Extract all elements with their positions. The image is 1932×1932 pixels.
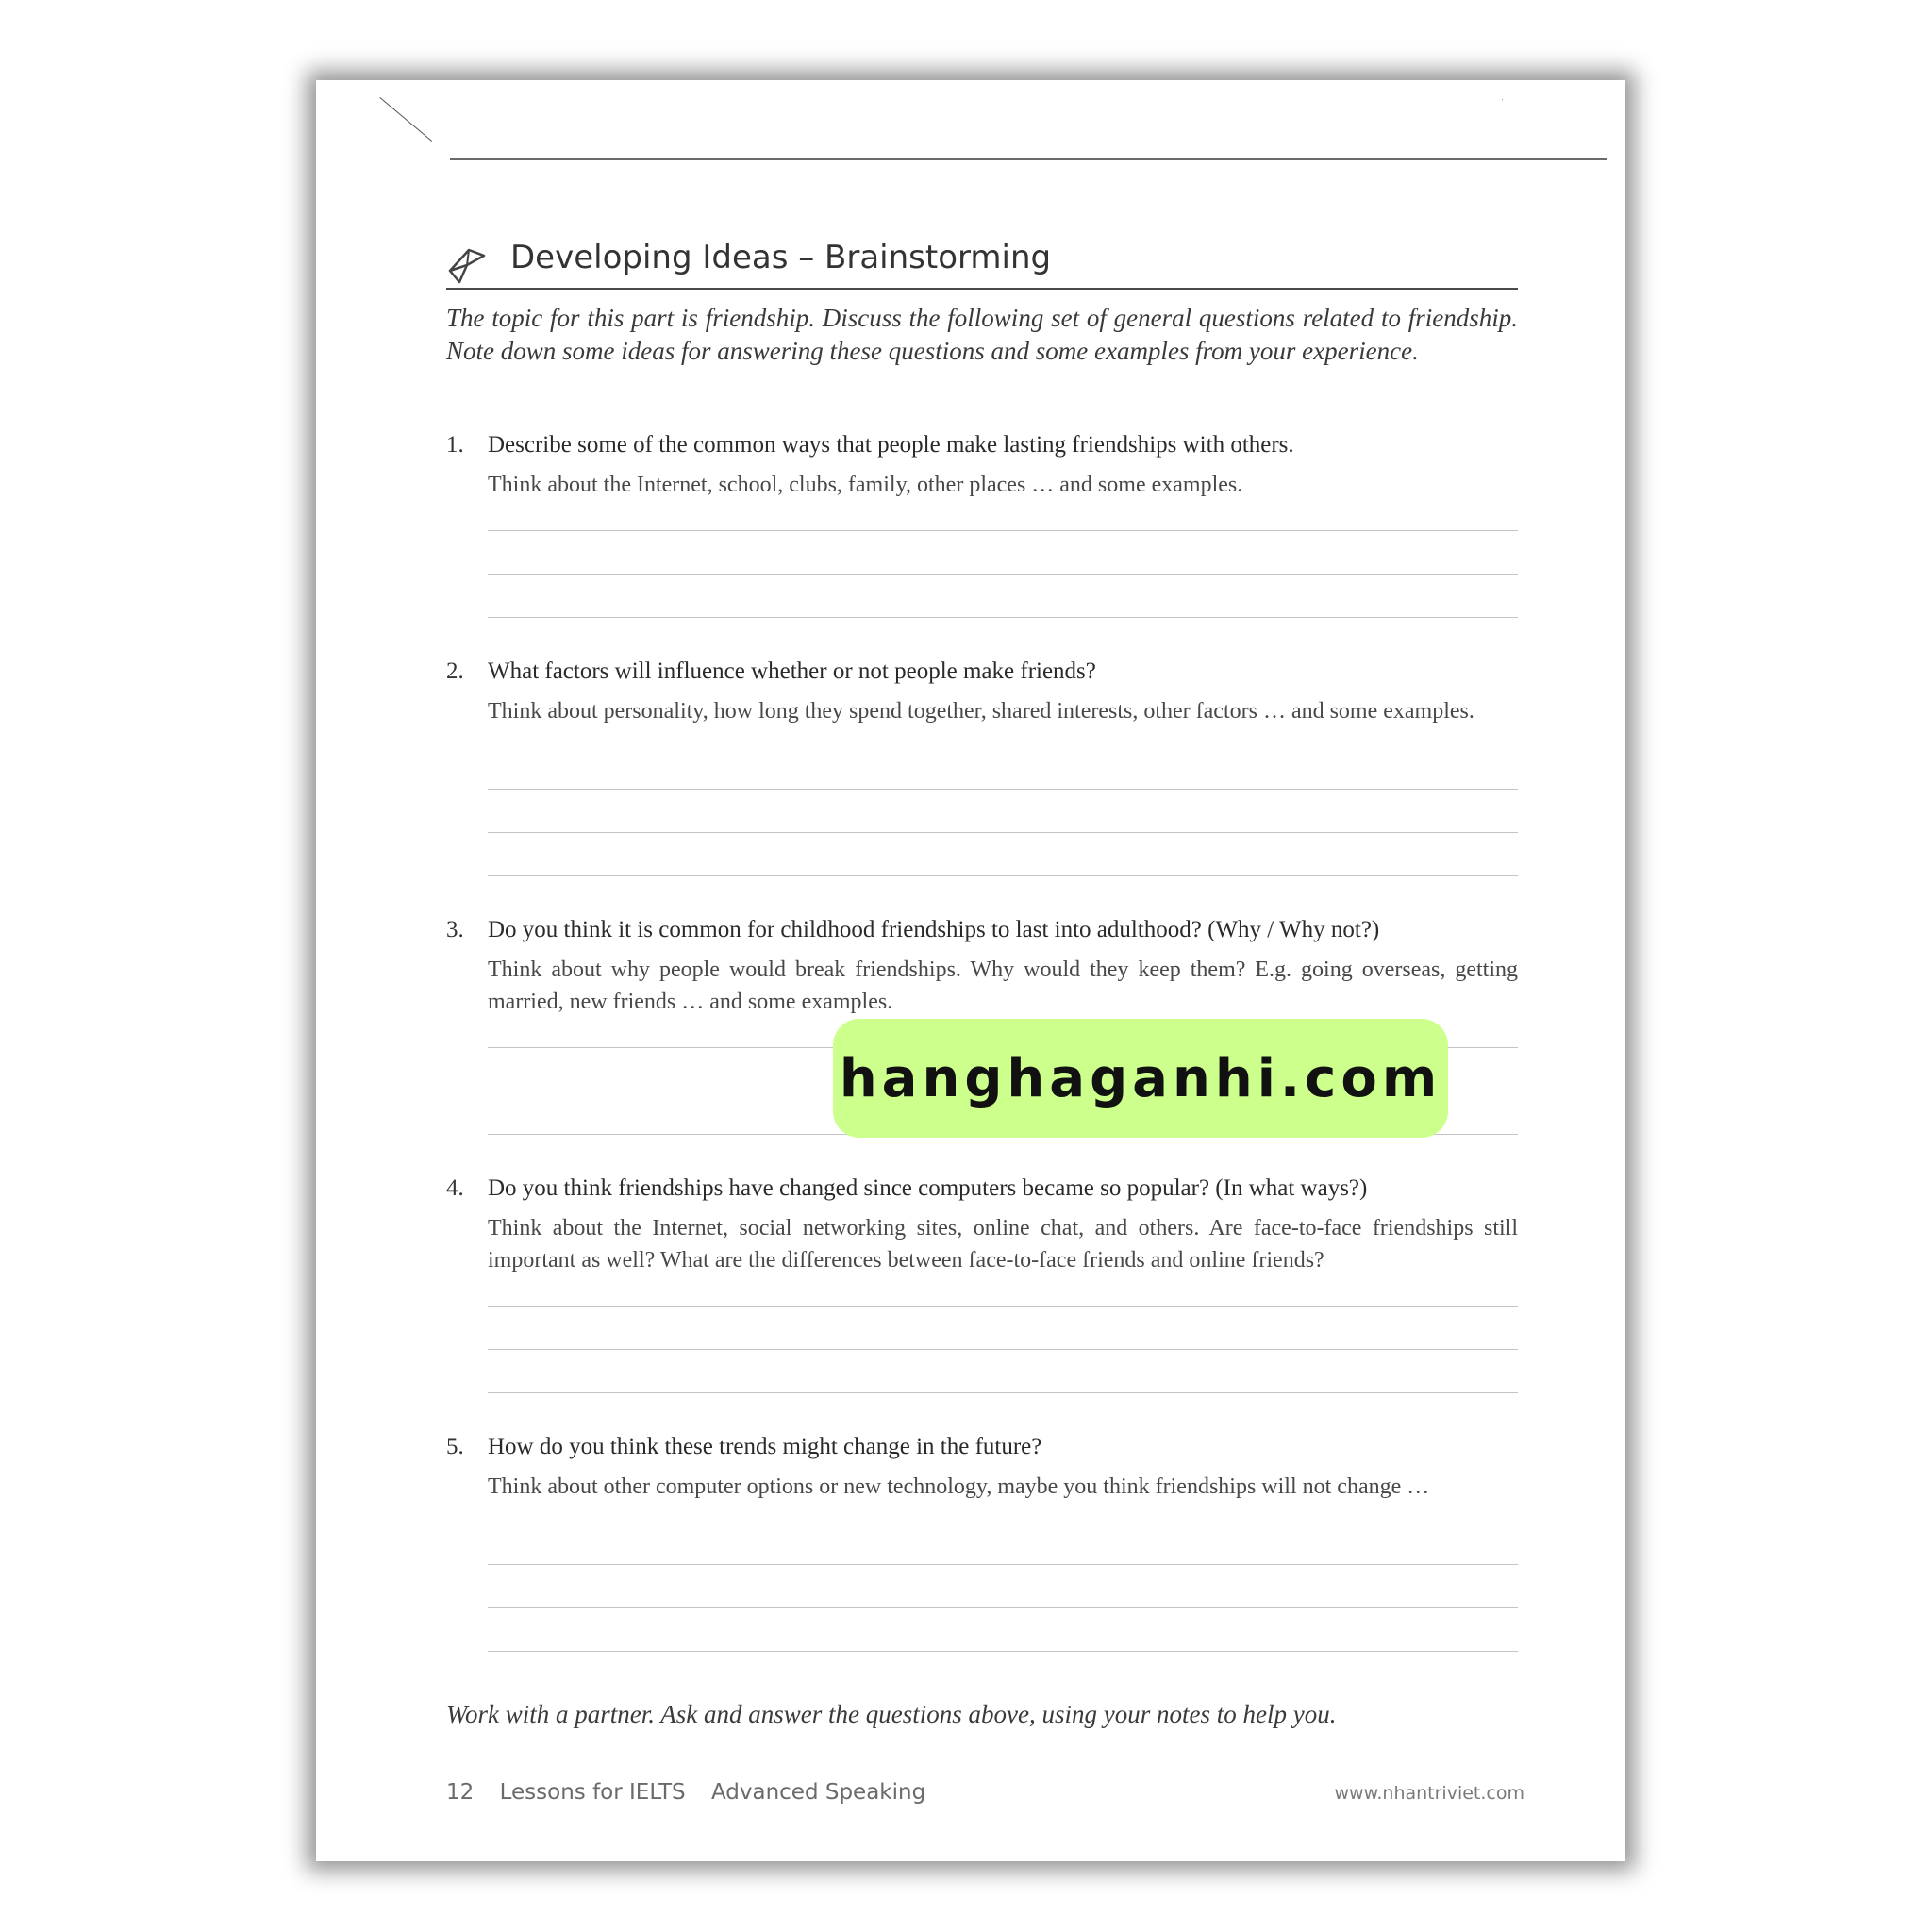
section-heading (446, 239, 1518, 290)
question-hint: Think about the Internet, social networking sites, online chat, and others. Are face-to-face friendships still important as well? What are the differences between face-to-face friends and online friends? (488, 1216, 1518, 1273)
intro-instructions: The topic for this part is friendship. Discuss the following set of general questions related to friendship. Note down some ideas for answering these questions and some examples from your experience. (446, 304, 1518, 365)
watermark-badge: hanghaganhi.com (833, 1019, 1448, 1138)
question-text: Do you think friendships have changed since computers became so popular? (In what ways?) (488, 1175, 1368, 1201)
pen-nib-icon (446, 242, 490, 286)
corner-fold-line (379, 97, 432, 142)
section-title: Developing Ideas – Brainstorming (510, 239, 1052, 276)
publisher-website: www.nhantriviet.com (1334, 1783, 1524, 1804)
question-number: 1. (446, 432, 464, 458)
question-number: 4. (446, 1175, 464, 1201)
answer-line (488, 1392, 1518, 1393)
answer-line (488, 1651, 1518, 1652)
question-text: Describe some of the common ways that people make lasting friendships with others. (488, 432, 1294, 458)
book-subtitle: Advanced Speaking (710, 1780, 926, 1805)
top-rule (450, 158, 1607, 160)
question-number: 3. (446, 917, 464, 942)
answer-line (488, 1306, 1518, 1307)
answer-line (488, 1564, 1518, 1565)
answer-line (488, 832, 1518, 833)
question-text: Do you think it is common for childhood friendships to last into adulthood? (Why / Why not?) (488, 917, 1380, 942)
question-text: How do you think these trends might change in the future? (488, 1434, 1042, 1459)
corner-mark (1502, 99, 1503, 100)
question-hint: Think about the Internet, school, clubs, family, other places … and some examples. (488, 473, 1243, 497)
closing-instruction: Work with a partner. Ask and answer the questions above, using your notes to help you. (446, 1700, 1337, 1728)
book-title: Lessons for IELTS (499, 1780, 686, 1805)
question-text: What factors will influence whether or not people make friends? (488, 658, 1096, 684)
answer-line (488, 1607, 1518, 1608)
answer-line (488, 617, 1518, 618)
question-number: 5. (446, 1434, 464, 1459)
answer-line (488, 789, 1518, 790)
page-number: 12 (446, 1780, 475, 1805)
page-footer (446, 1780, 944, 1805)
question-number: 2. (446, 658, 464, 684)
answer-line (488, 1349, 1518, 1350)
answer-line (488, 530, 1518, 531)
workbook-page (316, 80, 1625, 1861)
answer-line (488, 574, 1518, 575)
question-hint: Think about personality, how long they spend together, shared interests, other factors … and some examples. (488, 699, 1474, 724)
question-hint: Think about other computer options or new technology, maybe you think friendships will not change … (488, 1474, 1430, 1499)
question-hint: Think about why people would break friendships. Why would they keep them? E.g. going overseas, getting married, new friends … and some examples. (488, 958, 1518, 1014)
answer-line (488, 875, 1518, 876)
